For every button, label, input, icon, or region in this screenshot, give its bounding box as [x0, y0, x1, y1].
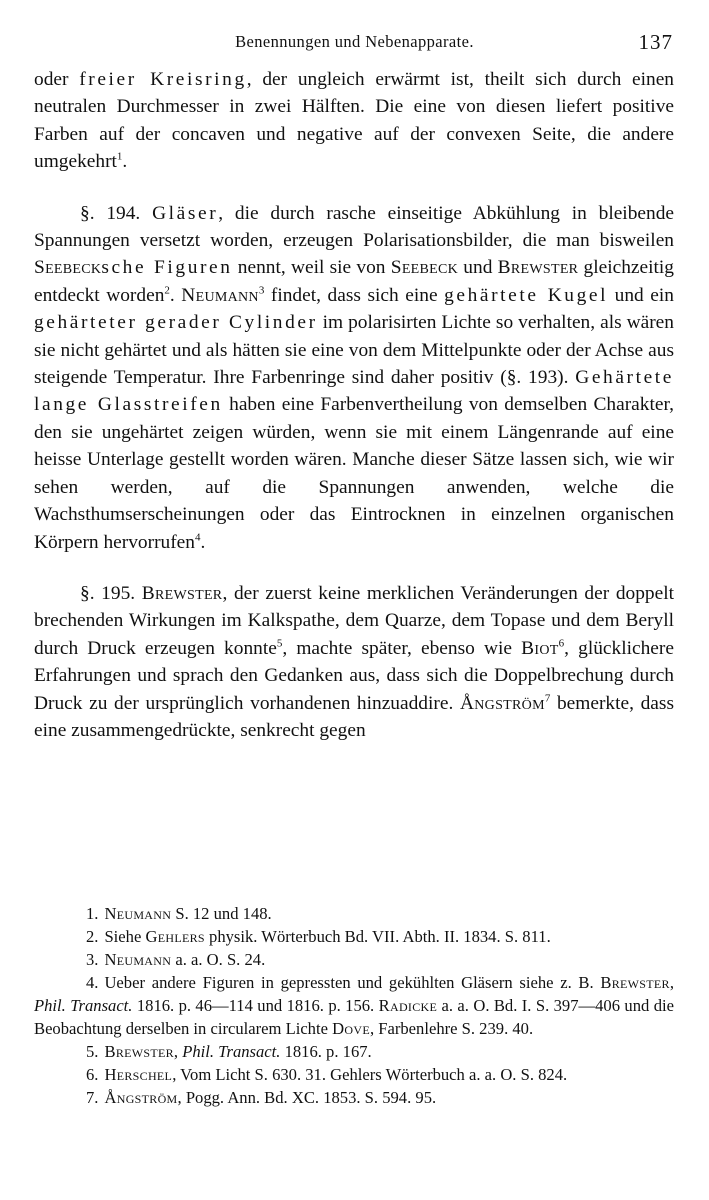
author-name: Seebeck [34, 257, 102, 279]
spaced-term: gehärtete Kugel [444, 284, 609, 306]
journal-title: Phil. Transact. [182, 1042, 281, 1061]
footnote-7: 7. Ångström, Pogg. Ann. Bd. XC. 1853. S. 594. 95. [86, 1088, 437, 1107]
footnote-3: 3. Neumann a. a. O. S. 24. [86, 950, 266, 969]
author-name: Brewster [141, 582, 223, 604]
spaced-term: gehärteter gerader Cylinder [34, 312, 318, 334]
author-name: Radicke [378, 996, 438, 1015]
spaced-term: Gehärtete lange Glasstreifen [34, 367, 674, 416]
footnote-ref: 1 [116, 150, 123, 163]
spaced-term: freier Kreisring [79, 69, 247, 90]
footnote-ref: 4 [194, 531, 201, 544]
author-name: Neumann [104, 904, 172, 923]
author-name: Brewster [600, 973, 670, 992]
footnote-ref: 3 [258, 284, 265, 297]
spaced-term: Gläser [152, 202, 219, 224]
running-title: Benennungen und Nebenapparate. [235, 32, 474, 51]
section-194-paragraph: §. 194. Gläser, die durch rasche einseitige Abkühlung in bleibende Spannungen versetzt worden, erzeugen Polarisationsbilder, die man bisweilen Seebecksche Figuren nennt, weil sie von Seebeck und Brewster gleichzeitig entdeckt worden$^2$. Neumann$^3$ findet, dass sich eine gehärtete Kugel und ein gehärteter gerader Cylinder im polarisirten Lichte so verhalten, als wären sie nicht gehärtet und als hätten sie eine von dem Mittelpunkte oder der Achse aus steigende Temperatur. Ihre Farbenringe sind daher positiv (§. 193). Gehärtete lange Glasstreifen haben eine Farbenvertheilung von demselben Charakter, den sie ungehärtet zeigen würden, wenn sie mit einem Längenrande auf eine heisse Unterlage gestellt worden wären. Manche dieser Sätze lassen sich, wie wir sehen werden, auf die Spannungen anwenden, welche die Wachsthumserscheinungen oder das Eintrocknen in einzelnen organischen Körpern hervorrufen$^4$. [34, 202, 675, 553]
footnote-1: 1. Neumann S. 12 und 148. [86, 904, 272, 923]
author-name: Brewster [104, 1042, 174, 1061]
footnote-ref: 6 [558, 637, 565, 650]
section-number: §. 195. [80, 582, 136, 604]
author-name: Neumann [181, 284, 259, 306]
running-header [34, 28, 675, 58]
footnote-6: 6. Herschel, Vom Licht S. 630. 31. Gehlers Wörterbuch a. a. O. S. 824. [86, 1065, 568, 1084]
section-number: §. 194. [80, 202, 141, 224]
author-name: Ångström [104, 1088, 178, 1107]
author-name: Gehlers [145, 927, 205, 946]
author-name: Seebeck [390, 257, 459, 279]
author-name: Brewster [497, 257, 579, 279]
footnote-2: 2. Siehe Gehlers physik. Wörterbuch Bd. VII. Abth. II. 1834. S. 811. [86, 927, 551, 946]
section-195-paragraph: §. 195. Brewster, der zuerst keine merklichen Veränderungen der doppelt brechenden Wirkungen im Kalkspathe, dem Quarze, dem Topase und dem Beryll durch Druck erzeugen konnte$^5$, machte später, ebenso wie Biot$^6$, glücklichere Erfahrungen und sprach den Gedanken aus, dass sich die Doppelbrechung durch Druck zu der ursprünglich vorhandenen hinzuaddire. Ångström$^7$ bemerkte, dass eine zusammengedrückte, senkrecht gegen [34, 582, 675, 741]
page-number: 137 [638, 30, 673, 54]
footnote-4: 4. Ueber andere Figuren in gepressten und gekühlten Gläsern siehe z. B. Brewster, Phil. Transact. 1816. p. 46—114 und 1816. p. 156. Radicke a. a. O. Bd. I. S. 397—406 und die Beobachtung derselben in circularem Lichte Dove, Farbenlehre S. 239. 40. [34, 973, 674, 1038]
author-name: Herschel [104, 1065, 173, 1084]
footnote-ref: 7 [544, 692, 551, 705]
spaced-term: sche Figuren [101, 257, 233, 279]
author-name: Biot [521, 637, 559, 659]
footnote-ref: 5 [276, 637, 283, 650]
author-name: Dove [332, 1019, 370, 1038]
footnotes [34, 902, 674, 1109]
main-text [34, 66, 674, 744]
author-name: Neumann [104, 950, 172, 969]
journal-title: Phil. Transact. [34, 996, 133, 1015]
author-name: Ångström [459, 692, 545, 714]
footnote-ref: 2 [164, 284, 170, 297]
continuation-paragraph: oder freier Kreisring, der ungleich erwärmt ist, theilt sich durch einen neutralen Durchmesser in zwei Hälften. Die eine von diesen liefert positive Farben auf der concaven und negative auf der convexen Seite, die andere umgekehrt$^1$. [34, 69, 675, 173]
footnote-5: 5. Brewster, Phil. Transact. 1816. p. 167. [86, 1042, 372, 1061]
